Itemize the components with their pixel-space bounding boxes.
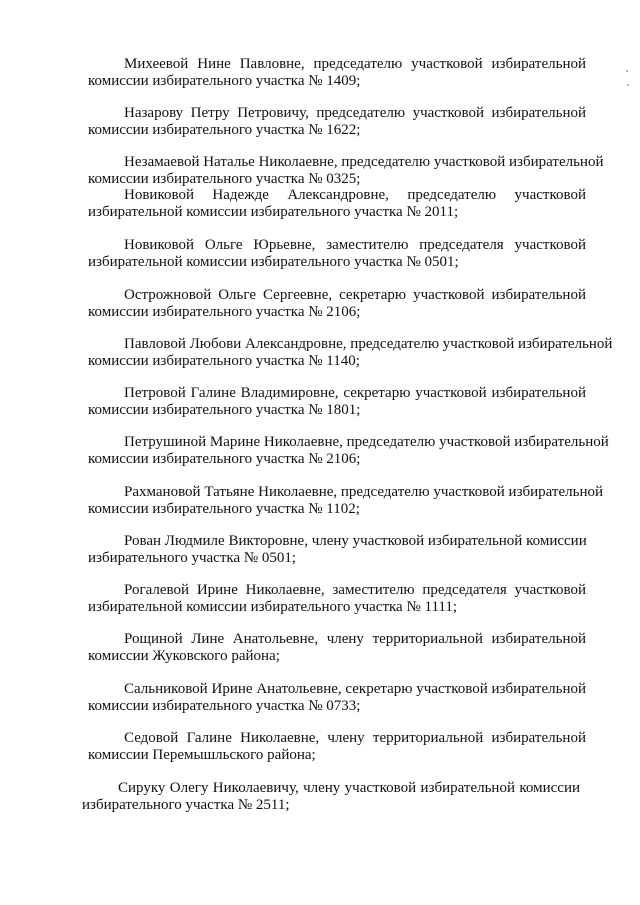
entry-line-2: избирательного участка № 2511; bbox=[82, 797, 290, 813]
entry-line-2: комиссии избирательного участка № 0733; bbox=[88, 698, 361, 714]
entry-line-1: Рован Людмиле Викторовне, члену участковой избирательной комиссии bbox=[124, 533, 587, 549]
entry-line-1: Рощиной Лине Анатольевне, члену территориальной избирательной bbox=[124, 631, 586, 647]
entry-line-1: Острожновой Ольге Сергеевне, секретарю участковой избирательной bbox=[124, 287, 586, 303]
list-item bbox=[88, 56, 586, 90]
entry-line-2: комиссии избирательного участка № 2106; bbox=[88, 451, 361, 467]
list-item bbox=[88, 287, 586, 321]
list-item bbox=[82, 780, 580, 814]
entry-line-2: комиссии Перемышльского района; bbox=[88, 747, 316, 763]
list-item bbox=[88, 237, 586, 271]
entry-line-1: Незамаевой Наталье Николаевне, председателю участковой избирательной bbox=[124, 154, 604, 170]
entry-line-2: избирательной комиссии избирательного участка № 0501; bbox=[88, 254, 459, 270]
entry-line-2: комиссии избирательного участка № 1622; bbox=[88, 122, 361, 138]
entry-line-1: Седовой Галине Николаевне, члену территориальной избирательной bbox=[124, 730, 586, 746]
entry-line-1: Петрушиной Марине Николаевне, председателю участковой избирательной bbox=[124, 434, 609, 450]
entry-line-2: избирательной комиссии избирательного участка № 1111; bbox=[88, 599, 458, 615]
entry-line-1: Сируку Олегу Николаевичу, члену участковой избирательной комиссии bbox=[118, 780, 580, 796]
list-item bbox=[88, 681, 586, 715]
list-item bbox=[88, 336, 613, 370]
list-item bbox=[88, 730, 586, 764]
entry-line-1: Петровой Галине Владимировне, секретарю участковой избирательной bbox=[124, 385, 586, 401]
entry-line-1: Сальниковой Ирине Анатольевне, секретарю участковой избирательной bbox=[124, 681, 586, 697]
list-item bbox=[88, 484, 604, 518]
list-item bbox=[88, 385, 586, 419]
scan-speck bbox=[627, 84, 629, 86]
entry-line-1: Рахмановой Татьяне Николаевне, председателю участковой избирательной bbox=[124, 484, 604, 500]
list-item bbox=[88, 582, 586, 616]
entry-line-2: комиссии избирательного участка № 1140; bbox=[88, 353, 360, 369]
entry-line-2: комиссии избирательного участка № 0325; bbox=[88, 171, 361, 187]
list-item bbox=[88, 533, 586, 567]
entry-line-2: комиссии избирательного участка № 2106; bbox=[88, 304, 361, 320]
entry-line-2: комиссии избирательного участка № 1801; bbox=[88, 402, 361, 418]
entry-line-2: комиссии Жуковского района; bbox=[88, 648, 280, 664]
entry-line-2: избирательного участка № 0501; bbox=[88, 550, 297, 566]
entry-line-2: избирательной комиссии избирательного участка № 2011; bbox=[88, 204, 459, 220]
entry-line-1: Новиковой Ольге Юрьевне, заместителю председателя участковой bbox=[124, 237, 586, 253]
list-item bbox=[88, 631, 586, 665]
entry-line-1: Михеевой Нине Павловне, председателю участковой избирательной bbox=[124, 56, 586, 72]
list-item bbox=[88, 187, 586, 221]
entry-line-1: Павловой Любови Александровне, председателю участковой избирательной bbox=[124, 336, 613, 352]
entry-line-2: комиссии избирательного участка № 1409; bbox=[88, 73, 361, 89]
entry-line-2: комиссии избирательного участка № 1102; bbox=[88, 501, 360, 517]
list-item bbox=[88, 154, 604, 188]
entry-line-1: Назарову Петру Петровичу, председателю участковой избирательной bbox=[124, 105, 586, 121]
list-item bbox=[88, 105, 586, 139]
entry-line-1: Рогалевой Ирине Николаевне, заместителю председателя участковой bbox=[124, 582, 586, 598]
entry-line-1: Новиковой Надежде Александровне, председателю участковой bbox=[124, 187, 586, 203]
scan-speck bbox=[626, 70, 628, 72]
list-item bbox=[88, 434, 609, 468]
